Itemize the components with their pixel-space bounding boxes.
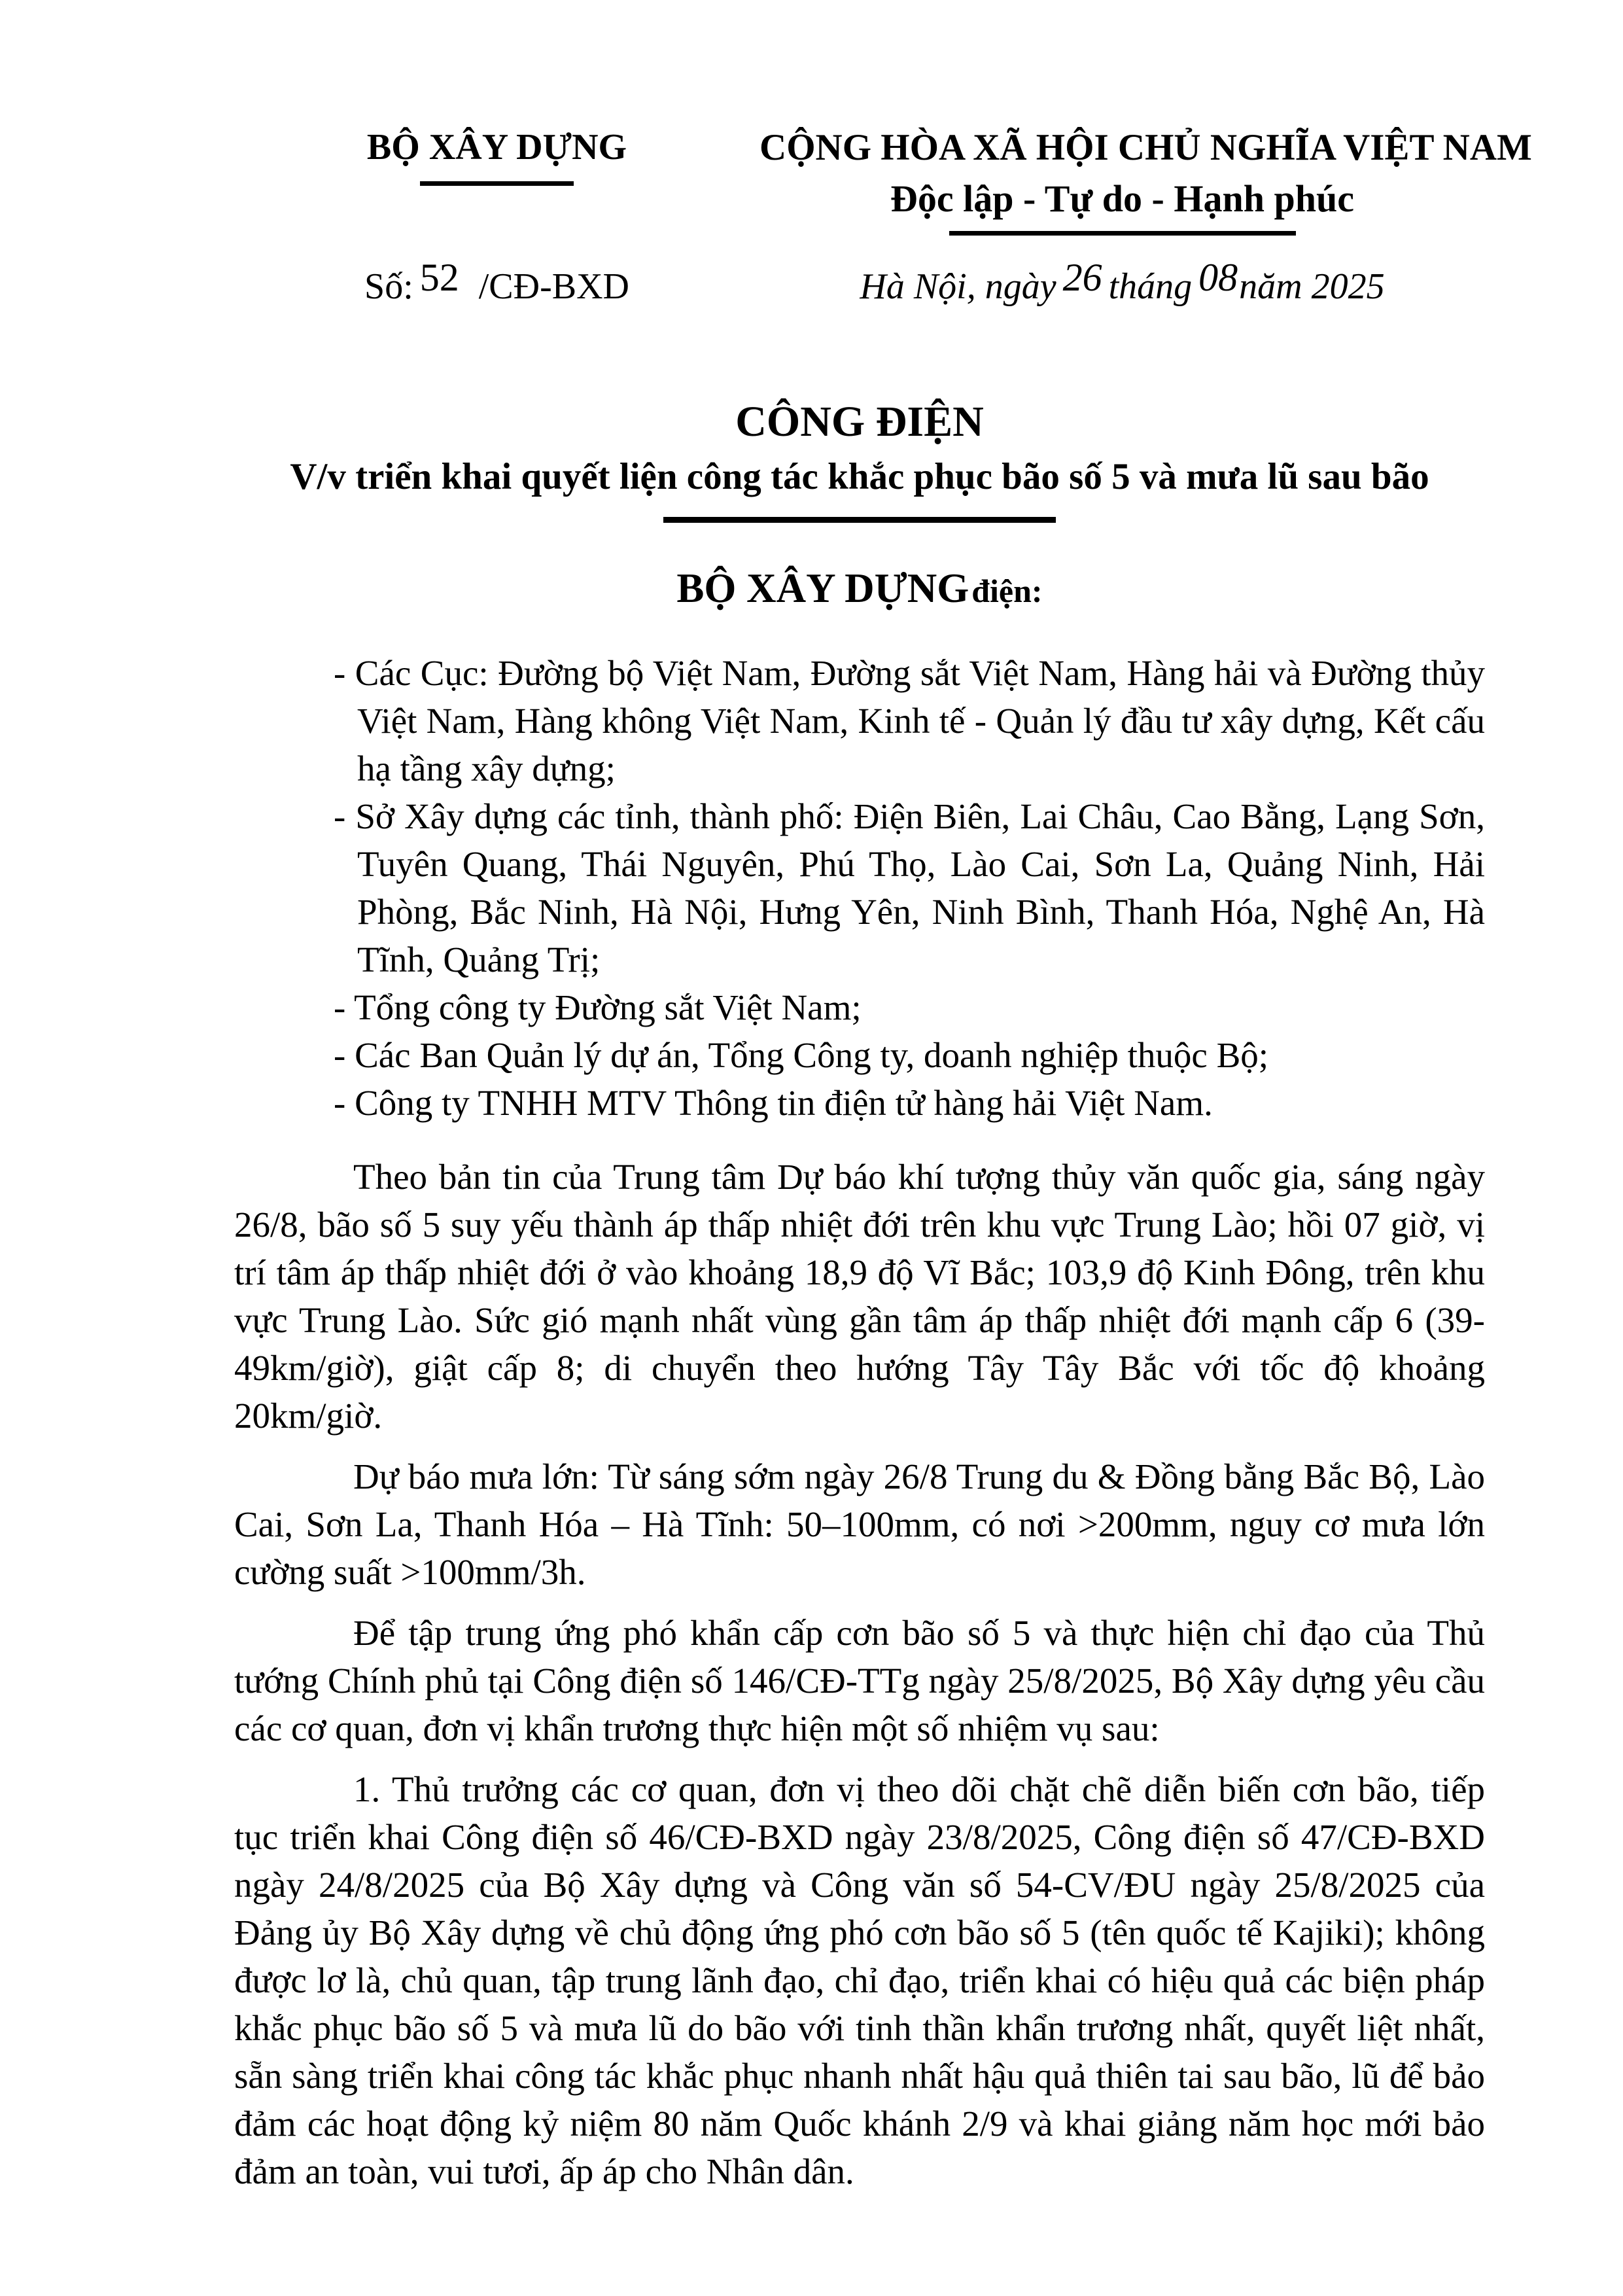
recipient-item: - Các Ban Quản lý dự án, Tổng Công ty, doanh nghiệp thuộc Bộ; (334, 1034, 1269, 1075)
issuing-org-name: BỘ XÂY DỰNG (366, 127, 627, 168)
recipient-item: - Tổng công ty Đường sắt Việt Nam; (334, 987, 862, 1027)
org-underline (420, 181, 574, 186)
document-number (234, 255, 759, 308)
place-date-middle: tháng (1108, 266, 1193, 307)
document-number-suffix: /CĐ-BXD (478, 266, 629, 307)
recipient-list (234, 649, 1485, 1127)
document-meta-row (234, 255, 1485, 308)
body-paragraph: Để tập trung ứng phó khẩn cấp cơn bão số 5 và thực hiện chỉ đạo của Thủ tướng Chính phủ tại Công điện số 146/CĐ-TTg ngày 25/8/2025, Bộ Xây dựng yêu cầu các cơ quan, đơn vị khẩn trương thực hiện một số nhiệm vụ sau: (234, 1612, 1485, 1748)
body-paragraph: Dự báo mưa lớn: Từ sáng sớm ngày 26/8 Trung du & Đồng bằng Bắc Bộ, Lào Cai, Sơn La, Thanh Hóa – Hà Tĩnh: 50–100mm, có nơi >200mm, nguy cơ mưa lớn cường suất >100mm/3h. (234, 1456, 1485, 1592)
date-month-value: 08 (1198, 255, 1238, 299)
motto-underline (949, 231, 1296, 236)
place-date-suffix: năm 2025 (1239, 266, 1385, 307)
place-date-prefix: Hà Nội, ngày (860, 266, 1056, 307)
document-body (234, 1153, 1485, 2195)
date-day-value: 26 (1062, 255, 1102, 299)
document-subject: V/v triển khai quyết liện công tác khắc phục bão số 5 và mưa lũ sau bão (290, 456, 1429, 498)
issuing-org-block (234, 126, 759, 236)
document-header (234, 126, 1532, 236)
recipient-item: - Các Cục: Đường bộ Việt Nam, Đường sắt Việt Nam, Hàng hải và Đường thủy Việt Nam, Hàng không Việt Nam, Kinh tế - Quản lý đầu tư xây dựng, Kết cấu hạ tầng xây dựng; (334, 652, 1485, 788)
recipient-item: - Công ty TNHH MTV Thông tin điện tử hàng hải Việt Nam. (334, 1082, 1213, 1123)
recipient-item: - Sở Xây dựng các tỉnh, thành phố: Điện Biên, Lai Châu, Cao Bằng, Lạng Sơn, Tuyên Quang, Thái Nguyên, Phú Thọ, Lào Cai, Sơn La, Quảng Ninh, Hải Phòng, Bắc Ninh, Hà Nội, Hưng Yên, Ninh Bình, Thanh Hóa, Nghệ An, Hà Tĩnh, Quảng Trị; (334, 796, 1485, 980)
national-motto: Độc lập - Tự do - Hạnh phúc (890, 177, 1354, 221)
place-and-date (759, 255, 1485, 308)
salutation-verb: điện: (971, 572, 1043, 609)
national-header-block (759, 126, 1532, 236)
document-type-title: CÔNG ĐIỆN (735, 397, 984, 446)
body-paragraph: Theo bản tin của Trung tâm Dự báo khí tượng thủy văn quốc gia, sáng ngày 26/8, bão số 5 suy yếu thành áp thấp nhiệt đới trên khu vực Trung Lào; hồi 07 giờ, vị trí tâm áp thấp nhiệt đới ở vào khoảng 18,9 độ Vĩ Bắc; 103,9 độ Kinh Đông, trên khu vực Trung Lào. Sức gió mạnh nhất vùng gần tâm áp thấp nhiệt đới mạnh cấp 6 (39-49km/giờ), giật cấp 8; di chuyển theo hướng Tây Tây Bắc với tốc độ khoảng 20km/giờ. (234, 1156, 1485, 1436)
body-paragraph: 1. Thủ trưởng các cơ quan, đơn vị theo dõi chặt chẽ diễn biến cơn bão, tiếp tục triển khai Công điện số 46/CĐ-BXD ngày 23/8/2025, Công điện số 47/CĐ-BXD ngày 24/8/2025 của Bộ Xây dựng và Công văn số 54-CV/ĐU ngày 25/8/2025 của Đảng ủy Bộ Xây dựng về chủ động ứng phó cơn bão số 5 (tên quốc tế Kajiki); không được lơ là, chủ quan, tập trung lãnh đạo, chỉ đạo, triển khai có hiệu quả các biện pháp khắc phục bão số 5 và mưa lũ do bão với tinh thần khẩn trương nhất, quyết liệt nhất, sẵn sàng triển khai công tác khắc phục nhanh nhất hậu quả thiên tai sau bão, lũ để bảo đảm các hoạt động kỷ niệm 80 năm Quốc khánh 2/9 và khai giảng năm học mới bảo đảm an toàn, vui tươi, ấp áp cho Nhân dân. (234, 1769, 1485, 2191)
salutation-line (234, 565, 1485, 612)
subject-underline (663, 517, 1056, 523)
national-name: CỘNG HÒA XÃ HỘI CHỦ NGHĨA VIỆT NAM (759, 127, 1532, 168)
salutation-org: BỘ XÂY DỰNG (676, 565, 969, 611)
document-number-value: 52 (419, 255, 459, 299)
document-number-label: Số: (364, 266, 413, 307)
